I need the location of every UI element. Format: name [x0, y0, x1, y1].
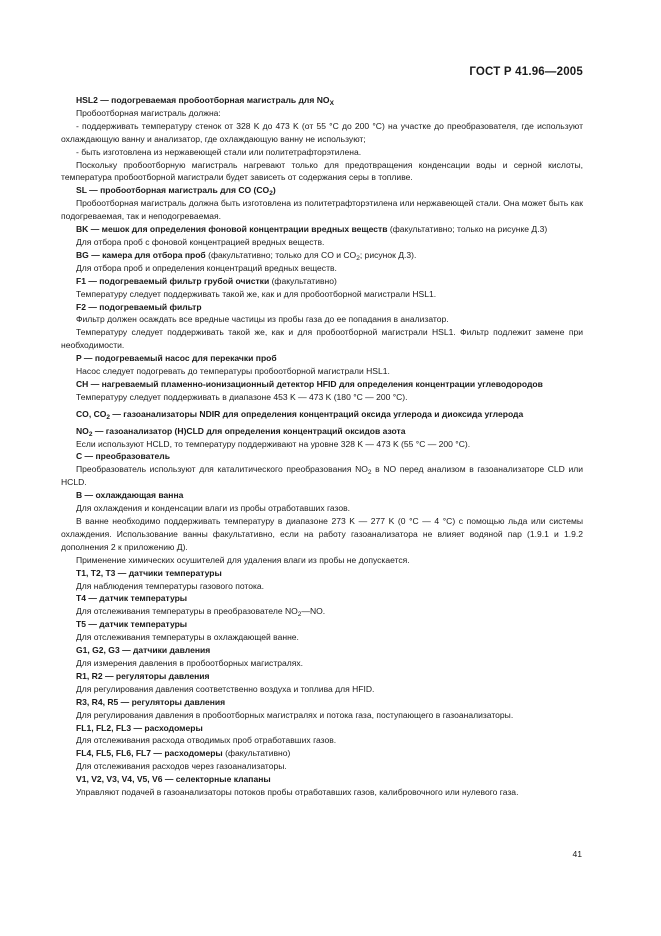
ch-heading: CH — нагреваемый пламенно-ионизационный детектор HFID для определения концентрации углеводородов: [76, 378, 543, 389]
paragraph: Если используют HCLD, то температуру поддерживают на уровне 328 K — 473 K (55 °C — 200 °C).: [76, 438, 471, 449]
paragraph: Температуру следует поддерживать такой же, как и для пробоотборной магистрали HSL1.: [76, 288, 437, 299]
f2-heading: F2 — подогреваемый фильтр: [76, 301, 202, 312]
paragraph: Для отслеживания температуры в преобразователе $NO_2—NO$.: [76, 606, 326, 619]
page-number: 41: [572, 849, 582, 859]
paragraph: Температуру следует поддерживать в диапазоне 453 K — 473 K (180 °C — 200 °C).: [76, 391, 408, 402]
p-heading: P — подогреваемый насос для перекачки проб: [76, 353, 277, 364]
hsl2-heading: HSL2 — подогреваемая пробоотборная магистраль для $NO_X$: [76, 95, 334, 107]
b-heading: B — охлаждающая ванна: [76, 490, 184, 501]
document-body: [61, 94, 583, 799]
paragraph: Управляют подачей в газоанализаторы потоков пробы отработавших газов, калибровочного или нулевого газа.: [76, 787, 519, 798]
paragraph: Для регулирования давления в пробоотборных магистралях и потока газа, поступающего в газоанализаторы.: [76, 709, 514, 720]
g-heading: G1, G2, G3 — датчики давления: [76, 645, 211, 656]
fl123-heading: FL1, FL2, FL3 — расходомеры: [76, 722, 203, 733]
v-heading: V1, V2, V3, V4, V5, V6 — селекторные клапаны: [76, 774, 271, 785]
paragraph: Для наблюдения температуры газового потока.: [76, 580, 265, 591]
paragraph: Преобразователь используют для каталитического преобразования $NO_2$ в NO перед анализом в газоанализаторе CLD или HCLD.: [61, 464, 584, 488]
bg-heading: BG — камера для отбора проб (факультативно; только для CO и $CO_2$; рисунок Д.3).: [76, 249, 417, 262]
t5-heading: T5 — датчик температуры: [76, 619, 188, 630]
paragraph: Поскольку пробоотборную магистраль нагревают только для предотвращения конденсации воды и серной кислоты, температура пробоотборной магистрали будет зависеть от содержания серы в топливе.: [61, 159, 583, 183]
paragraph: Насос следует подогревать до температуры пробоотборной магистрали HSL1.: [76, 366, 390, 377]
paragraph: Пробоотборная магистраль должна:: [76, 107, 221, 118]
paragraph: Для отслеживания расхода отводимых проб отработавших газов.: [76, 735, 337, 746]
fl4567-heading: FL4, FL5, FL6, FL7 — расходомеры (факультативно): [76, 748, 291, 759]
paragraph: В ванне необходимо поддерживать температуру в диапазоне 273 K — 277 K (0 °C — 4 °C) с помощью льда или системы охлаждения. Использование ванны факультативно, если на работу газоанализатора не влияет водяной пар (1.9.1 и 1.9.2 дополнения 2 к приложению Д).: [61, 516, 583, 552]
r12-heading: R1, R2 — регуляторы давления: [76, 670, 210, 681]
no2-heading: $NO_2$ — газоанализатор (H)CLD для определения концентраций оксидов азота: [76, 425, 406, 438]
paragraph: Для регулирования давления соответственно воздуха и топлива для HFID.: [76, 683, 375, 694]
t123-heading: T1, T2, T3 — датчики температуры: [76, 567, 222, 578]
paragraph: Для охлаждения и конденсации влаги из пробы отработавших газов.: [76, 503, 351, 514]
paragraph: Пробоотборная магистраль должна быть изготовлена из политетрафторэтилена или нержавеющей стали. Она может быть как подогреваемая, так и неподогреваемая.: [61, 198, 583, 222]
bk-heading: BK — мешок для определения фоновой концентрации вредных веществ (факультативно; только на рисунке Д.3): [76, 224, 548, 235]
paragraph: Применение химических осушителей для удаления влаги из пробы не допускается.: [76, 554, 410, 565]
paragraph: Фильтр должен осаждать все вредные частицы из пробы газа до ее попадания в анализатор.: [76, 314, 449, 325]
paragraph: Для отбора проб и определения концентраций вредных веществ.: [76, 262, 337, 273]
sl-heading: SL — пробоотборная магистраль для CO $(CO_2)$: [76, 185, 276, 198]
c-heading: C — преобразователь: [76, 451, 170, 462]
co-heading: CO, $CO_2$ — газоанализаторы NDIR для определения концентраций оксида углерода и диоксида углерода: [76, 408, 524, 421]
paragraph: Для отслеживания температуры в охлаждающей ванне.: [76, 632, 299, 643]
paragraph: - быть изготовлена из нержавеющей стали или политетрафторэтилена.: [76, 146, 362, 157]
paragraph: Для отбора проб с фоновой концентрацией вредных веществ.: [76, 236, 325, 247]
paragraph: Для измерения давления в пробоотборных магистралях.: [76, 657, 303, 668]
paragraph: - поддерживать температуру стенок от 328 K до 473 K (от 55 °C до 200 °C) на участке до преобразователя, где используют охлаждающую ванну и анализатор, где охлаждающую ванну не используют;: [61, 120, 583, 144]
f1-heading: F1 — подогреваемый фильтр грубой очистки (факультативно): [76, 275, 337, 286]
t4-heading: T4 — датчик температуры: [76, 593, 188, 604]
paragraph: Температуру следует поддерживать такой же, как и для пробоотборной магистрали HSL1. Фильтр подлежит замене при необходимости.: [61, 327, 583, 351]
r345-heading: R3, R4, R5 — регуляторы давления: [76, 696, 226, 707]
standard-header: ГОСТ Р 41.96—2005: [469, 66, 583, 78]
paragraph: Для отслеживания расходов через газоанализаторы.: [76, 761, 287, 772]
